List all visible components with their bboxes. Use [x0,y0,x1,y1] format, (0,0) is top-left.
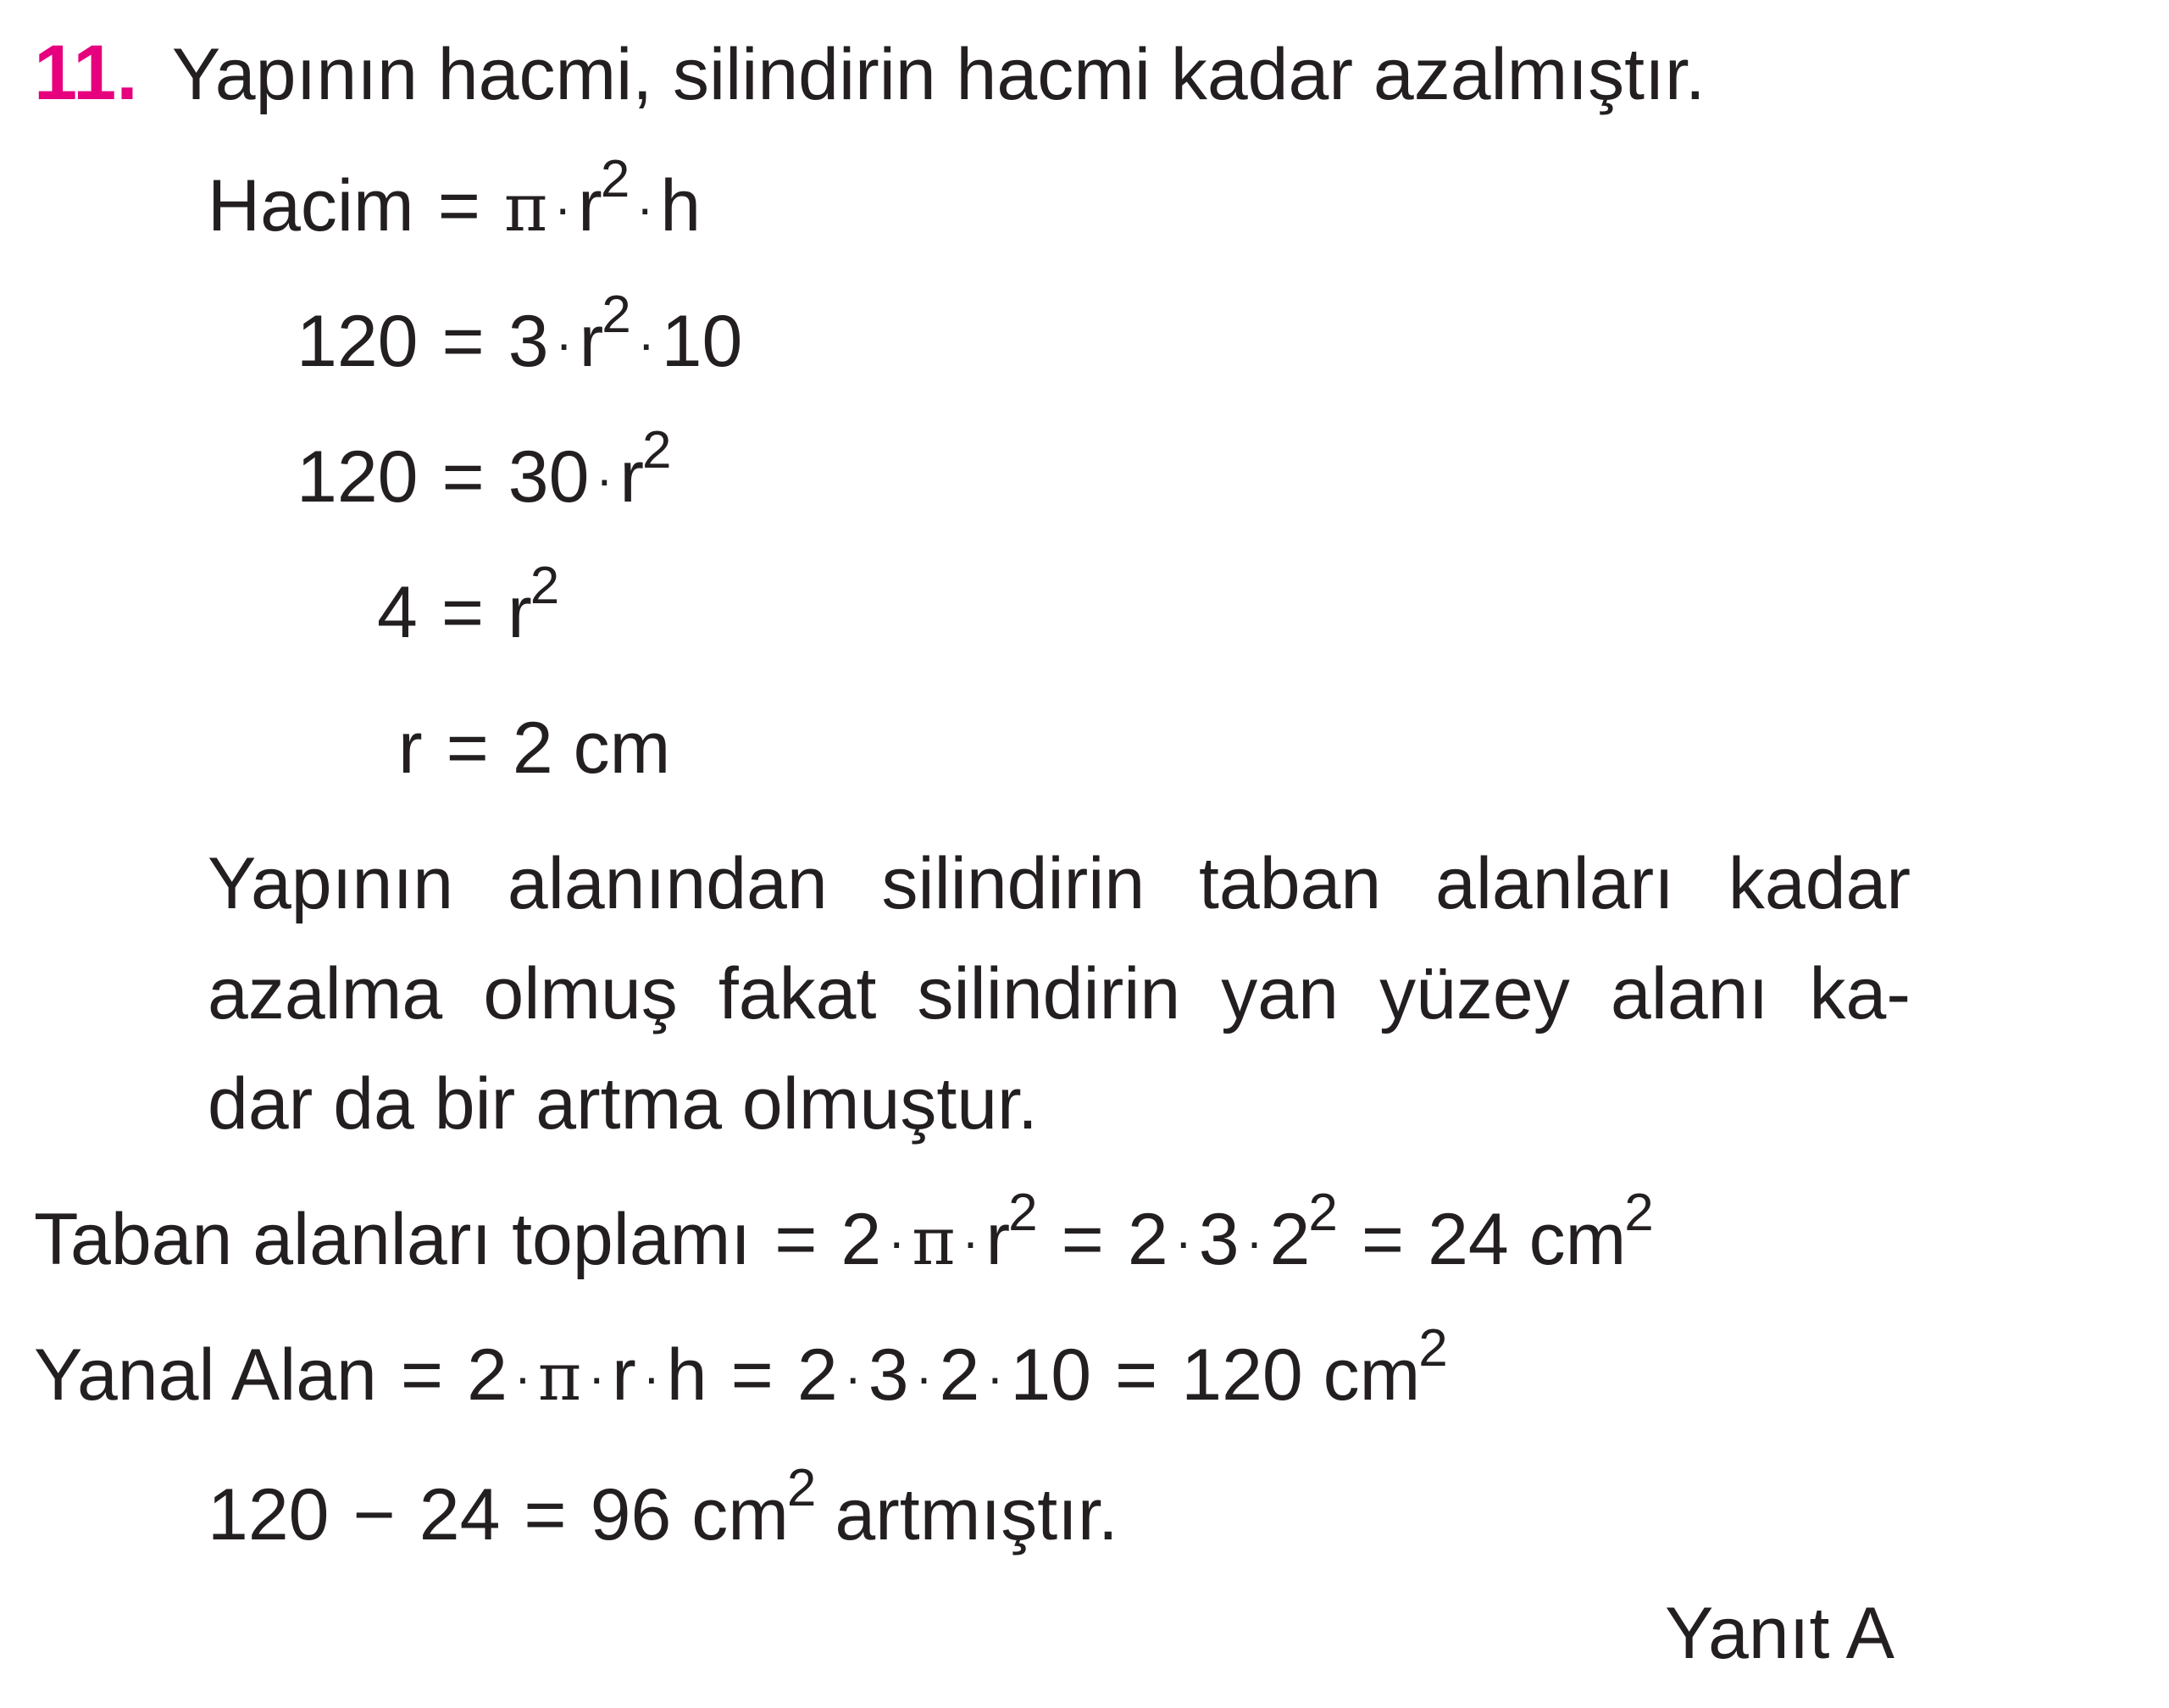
step-lhs: r [398,707,423,789]
step-4 [398,707,671,789]
term: 2 [1127,1199,1168,1280]
multiply-dot: · [915,1349,933,1406]
multiply-dot: · [888,1213,906,1270]
step-lhs: 120 [297,436,419,518]
base-area-label: Taban alanları toplamı [34,1199,752,1280]
multiply-dot: · [962,1213,979,1270]
step-term: 30 [508,436,590,518]
base-area-equation [34,1184,1654,1280]
lateral-area-label: Yanal Alan [34,1334,377,1416]
radius-var: r [578,165,602,247]
multiply-dot: · [642,1349,660,1406]
multiply-dot: · [554,180,572,236]
radius-var: r [579,301,604,382]
step-term: 10 [661,301,743,382]
multiply-dot: · [1174,1213,1192,1270]
exponent: 2 [642,421,672,480]
multiply-dot: · [513,1349,531,1406]
term: 3 [1198,1199,1240,1280]
exponent: 2 [530,557,560,615]
equals-sign: = [400,1334,444,1416]
multiply-dot: · [555,315,573,372]
base-area-result: 24 cm [1428,1199,1627,1280]
equals-sign: = [730,1334,774,1416]
pi-symbol: π [912,1204,956,1280]
term: 24 [419,1474,501,1556]
multiply-dot: · [1245,1213,1263,1270]
radius-var: r [985,1199,1011,1280]
term: 10 [1010,1334,1092,1416]
radius-var: r [508,572,532,653]
term: 2 [1269,1199,1311,1280]
height-var: h [666,1334,707,1416]
paragraph-text: dar da bir artma olmuştur. [208,1063,1038,1145]
equals-sign: = [441,301,485,382]
paragraph-line-3 [208,1063,1038,1145]
formula-label: Hacim [208,165,414,247]
difference-word: artmıştır. [835,1474,1118,1556]
pi-symbol: π [503,170,548,247]
paragraph-text: Yapının alanından silindirin taban alanları kadar [208,843,1911,924]
unit-exponent: 2 [786,1459,817,1517]
multiply-dot: · [844,1349,862,1406]
multiply-dot: · [637,315,655,372]
paragraph-line-2 [208,953,1911,1034]
equals-sign: = [524,1474,567,1556]
unit-exponent: 2 [1418,1319,1448,1378]
step-lhs: 4 [377,572,418,653]
step-result: 2 cm [512,707,671,789]
equals-sign: = [437,165,480,247]
question-heading [34,30,1706,116]
term: 3 [868,1334,909,1416]
multiply-dot: · [986,1349,1004,1406]
term: 2 [796,1334,838,1416]
paragraph-line-1 [208,843,1911,924]
multiply-dot: · [636,180,654,236]
term: 2 [467,1334,508,1416]
answer [1665,1593,1894,1674]
question-number: 11. [34,30,138,116]
radius-var: r [619,436,645,518]
equals-sign: = [1061,1199,1104,1280]
radius-var: r [612,1334,636,1416]
equals-sign: = [1115,1334,1158,1416]
term: 2 [939,1334,980,1416]
lateral-area-equation [34,1319,1448,1416]
unit-exponent: 2 [1624,1184,1654,1242]
exponent: 2 [602,286,631,344]
multiply-dot: · [596,451,613,507]
exponent: 2 [1008,1184,1038,1242]
equals-sign: = [1361,1199,1405,1280]
height-var: h [660,165,702,247]
lateral-area-result: 120 cm [1181,1334,1421,1416]
minus-sign: − [352,1474,396,1556]
term: 2 [840,1199,882,1280]
exponent: 2 [600,150,630,208]
step-1 [297,286,743,382]
step-2 [297,421,672,518]
equals-sign: = [774,1199,818,1280]
step-lhs: 120 [297,301,419,382]
volume-formula [208,150,702,247]
equals-sign: = [441,436,485,518]
term: 120 [208,1474,330,1556]
question-intro: Yapının hacmi, silindirin hacmi kadar azalmıştır. [171,34,1706,115]
exponent: 2 [1308,1184,1338,1242]
step-term: 3 [508,301,549,382]
difference-result: 96 cm [590,1474,789,1556]
equals-sign: = [441,572,485,653]
answer-text: Yanıt A [1665,1593,1894,1674]
difference-equation [208,1459,1118,1556]
equals-sign: = [446,707,489,789]
paragraph-text: azalma olmuş fakat silindirin yan yüzey alanı ka- [208,953,1911,1034]
step-3 [377,557,560,653]
pi-symbol: π [537,1339,582,1416]
multiply-dot: · [588,1349,606,1406]
